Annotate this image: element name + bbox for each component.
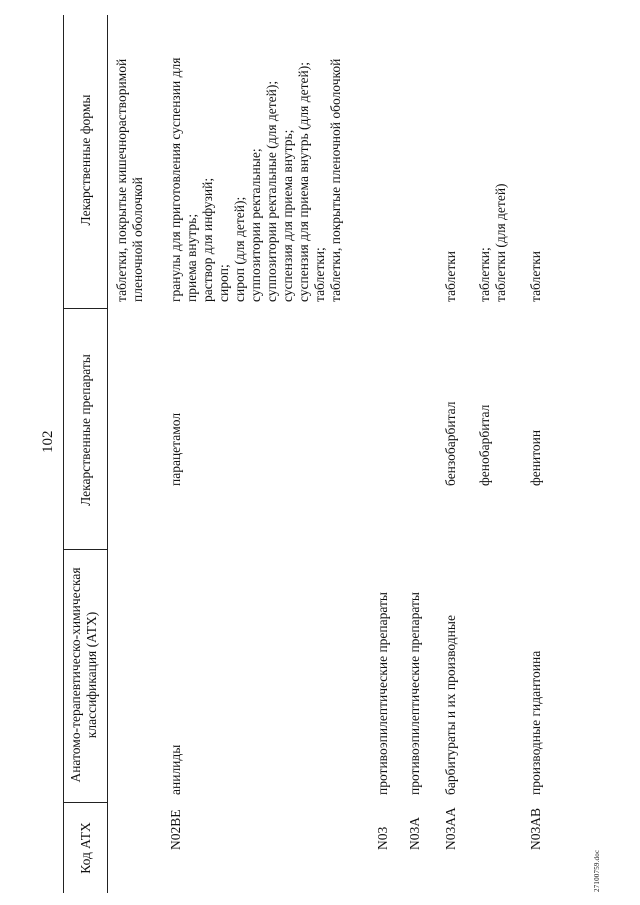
forms-row-4 — [443, 251, 459, 302]
form-line: таблетки, покрытые пленочной оболочкой — [328, 58, 343, 302]
forms-row-5 — [477, 183, 509, 302]
preparation-row-4: бензобарбитал — [443, 401, 458, 486]
forms-row-6 — [528, 251, 544, 302]
code-row-6: N03AB — [528, 807, 543, 850]
form-line: раствор для инфузий; — [200, 177, 215, 302]
forms-row-0 — [114, 59, 146, 302]
classification-row-4: барбитураты и их производные — [443, 615, 458, 795]
classification-row-6: производные гидантоина — [528, 650, 543, 795]
code-row-3: N03A — [407, 817, 422, 850]
form-line: таблетки — [443, 250, 458, 302]
form-line: таблетки (для детей) — [493, 183, 508, 302]
header-classification: Анатомо-терапевтическо-химическая классификация (АТХ) — [68, 567, 99, 783]
form-line: таблетки; — [312, 247, 327, 302]
form-line: пленочной оболочкой — [130, 177, 145, 302]
preparation-row-1: парацетамол — [168, 412, 183, 486]
classification-row-2: противоэпилептические препараты — [375, 592, 390, 795]
table-header-bottom-border — [107, 15, 108, 893]
forms-row-1 — [168, 58, 344, 302]
form-line: приема внутрь; — [184, 213, 199, 302]
form-line: суппозитории ректальные (для детей); — [264, 80, 279, 302]
form-line: таблетки; — [477, 247, 492, 302]
classification-row-3: противоэпилептические препараты — [407, 592, 422, 795]
form-line: суспензия для приема внутрь (для детей); — [296, 62, 311, 302]
table-top-border — [63, 15, 64, 893]
form-line: таблетки, покрытые кишечнорастворимой — [114, 58, 129, 302]
code-row-4: N03AA — [443, 807, 458, 850]
header-code: Код АТХ — [78, 822, 93, 874]
form-line: гранулы для приготовления суспензии для — [168, 57, 183, 302]
form-line: суппозитории ректальные; — [248, 148, 263, 302]
form-line: сироп; — [216, 264, 231, 302]
code-row-2: N03 — [375, 826, 390, 850]
preparation-row-5: фенобарбитал — [477, 404, 492, 486]
classification-row-1: анилиды — [168, 744, 183, 795]
header-preparations: Лекарственные препараты — [78, 354, 93, 506]
header-divider-3 — [63, 308, 107, 309]
page-number: 102 — [40, 430, 56, 453]
form-line: таблетки — [528, 250, 543, 302]
code-row-1: N02BE — [168, 809, 183, 850]
footer-filename: 27100759.doc — [593, 849, 601, 892]
header-divider-2 — [63, 549, 107, 550]
header-forms: Лекарственные формы — [78, 94, 93, 226]
form-line: суспензия для приема внутрь; — [280, 129, 295, 302]
form-line: сироп (для детей); — [232, 196, 247, 302]
preparation-row-6: фенитоин — [528, 429, 543, 486]
